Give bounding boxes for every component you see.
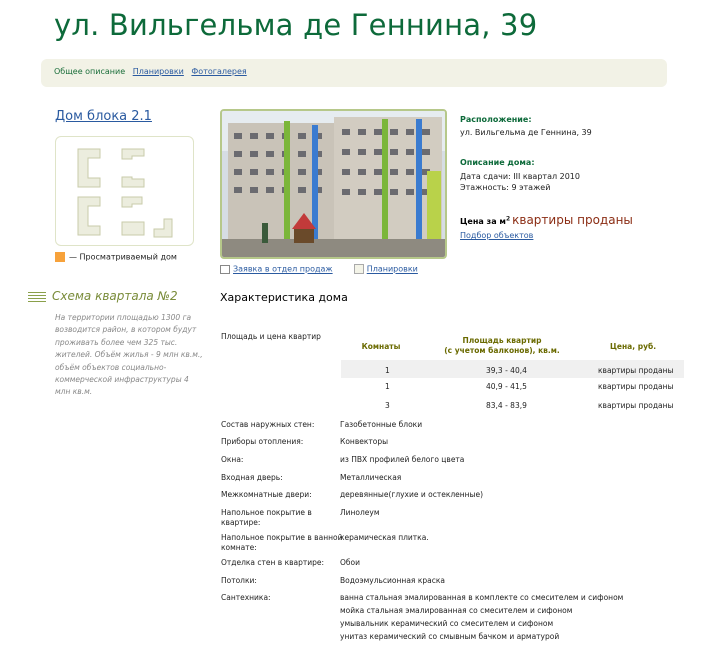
characteristics-title: Характеристика дома [220,291,348,304]
block-link[interactable]: Дом блока 2.1 [55,109,152,124]
prop-name: Состав наружных стен: [221,420,315,429]
schema-title: Схема квартала №2 [52,289,178,303]
prop-value: керамическая плитка. [340,533,429,542]
plans-icon [354,264,364,274]
building-photo-image [222,111,445,257]
prop-value: Водоэмульсионная краска [340,576,445,585]
prop-value: деревянные(глухие и остекленные) [340,490,484,499]
legend-text: — Просматриваемый дом [69,252,177,262]
col-header-area: Площадь квартир (с учетом балконов), кв.м. [444,336,560,355]
location-label: Расположение: [460,115,532,124]
schema-icon [28,292,46,302]
prop-value: Конвекторы [340,437,389,446]
price-value: квартиры проданы [512,213,633,227]
prop-value: Газобетонные блоки [340,420,423,429]
plans-link[interactable]: Планировки [366,264,418,274]
tab-general[interactable]: Общее описание [54,67,126,76]
cell-area: 39,3 - 40,4 [486,366,527,375]
tabs [54,67,252,76]
request-link[interactable]: Заявка в отдел продаж [233,264,333,274]
legend [55,252,177,262]
description-label: Описание дома: [460,158,535,167]
floor-count: Этажность: 9 этажей [460,183,551,192]
sanitary-line: умывальник керамический со смесителем и сифоном [340,619,554,628]
prop-name: Потолки: [221,576,257,585]
prop-name: Межкомнатные двери: [221,490,312,499]
prop-value: Обои [340,558,360,567]
prop-name: Напольное покрытие в квартире: [221,508,312,527]
prop-name: Входная дверь: [221,473,283,482]
handover-date: Дата сдачи: III квартал 2010 [460,172,580,181]
cell-price: квартиры проданы [598,401,674,410]
price-line [460,213,633,227]
prop-name: Отделка стен в квартире: [221,558,325,567]
schema-heading[interactable] [28,289,178,303]
tab-plans[interactable]: Планировки [132,67,184,76]
sanitary-line: мойка стальная эмалированная со смесителем и сифоном [340,606,573,615]
cell-price: квартиры проданы [598,382,674,391]
prop-value: ванна стальная эмалированная в комплекте со смесителем и сифоном [340,593,624,602]
cell-area: 40,9 - 41,5 [486,382,527,391]
prop-value: Линолеум [340,508,380,517]
block-plan-box[interactable] [55,136,194,246]
prop-value: из ПВХ профилей белого цвета [340,455,465,464]
prop-name: Окна: [221,455,244,464]
prop-name: Приборы отопления: [221,437,304,446]
cell-rooms: 1 [385,382,390,391]
request-icon [220,265,230,274]
cell-rooms: 3 [385,401,390,410]
legend-swatch [55,252,65,262]
prop-name: Напольное покрытие в ванной комнате: [221,533,343,552]
prop-name: Сантехника: [221,593,271,602]
cell-area: 83,4 - 83,9 [486,401,527,410]
sanitary-line: унитаз керамический со смывным бачком и арматурой [340,632,560,641]
pick-objects-link[interactable]: Подбор объектов [460,231,534,240]
building-photo[interactable] [220,109,447,259]
tab-gallery[interactable]: Фотогалерея [191,67,247,76]
schema-description: На территории площадью 1300 га возводится район, в котором будут проживать более чем 325 тыс. жителей. Объём жилья - 9 млн кв.м., объём объектов социально-коммерческой инфраструктуры 4 млн кв.м. [55,313,203,397]
price-label: Цена за м [460,217,506,226]
block-plan-diagram [56,137,193,245]
prop-value: Металлическая [340,473,402,482]
col-header-rooms: Комнаты [361,342,401,351]
apartments-label: Площадь и цена квартир [221,332,321,341]
actions-bar [220,264,418,274]
cell-price: квартиры проданы [598,366,674,375]
col-header-price: Цена, руб. [609,342,657,351]
location-value: ул. Вильгельма де Геннина, 39 [460,128,592,137]
price-sup: 2 [505,215,511,223]
cell-rooms: 1 [385,366,390,375]
page-title: ул. Вильгельма де Геннина, 39 [54,8,538,42]
